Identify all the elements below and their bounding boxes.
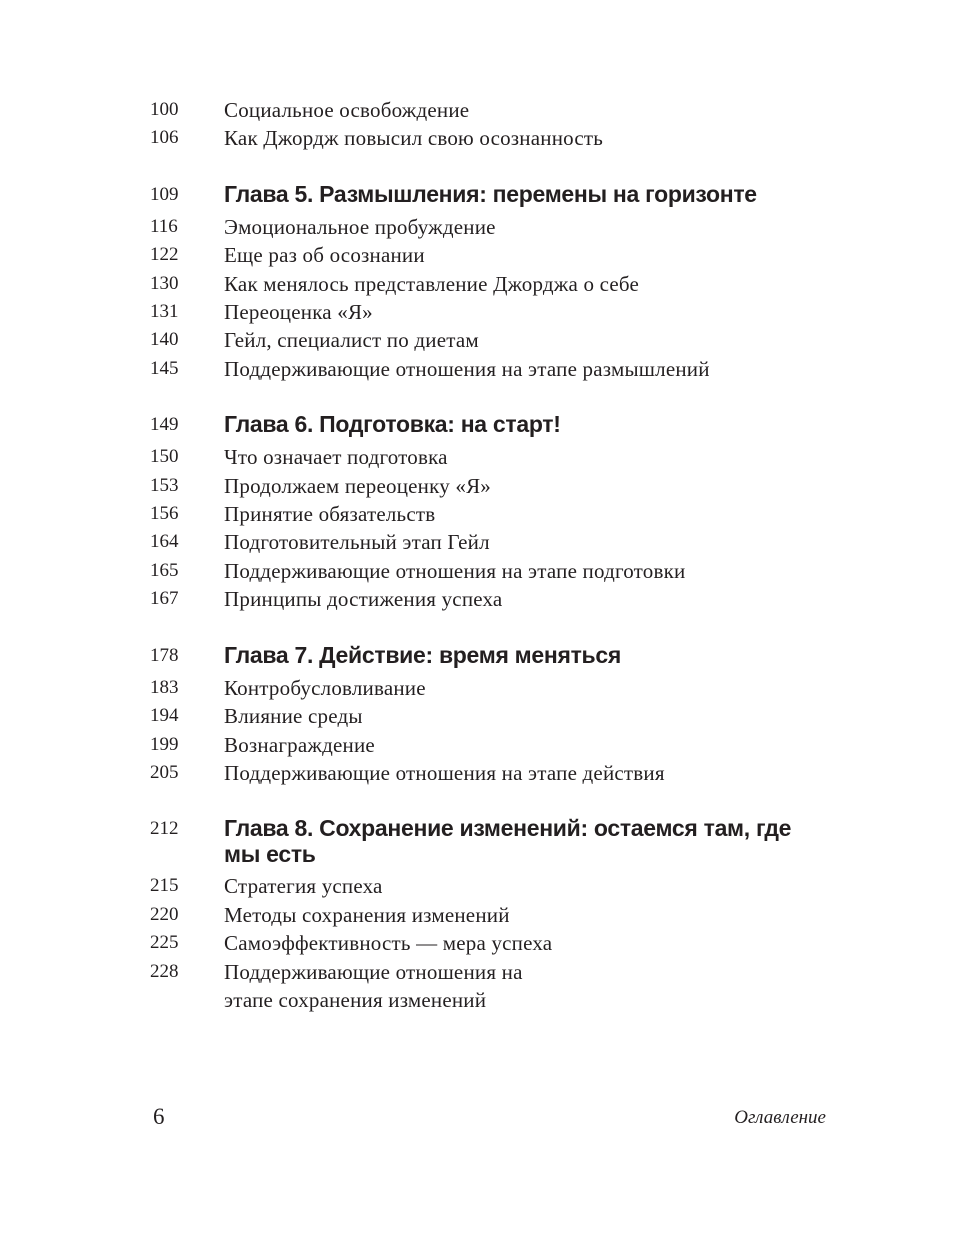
- toc-entry: [150, 472, 850, 500]
- entry-title: Социальное освобождение: [224, 98, 470, 122]
- entry-title: Эмоциональное пробуждение: [224, 214, 496, 239]
- toc-entry: [150, 213, 850, 241]
- toc-entry: [150, 759, 850, 787]
- toc-page-number: 130: [150, 272, 179, 294]
- toc-entry: [150, 731, 850, 759]
- toc-page-number: 149: [150, 414, 179, 436]
- toc-page-number: 140: [150, 329, 179, 351]
- toc-page-number: 150: [150, 446, 179, 468]
- toc-page-number: 167: [150, 588, 179, 610]
- toc-entry: [150, 270, 850, 298]
- toc-page-number: 106: [150, 127, 179, 149]
- entry-title: Еще раз об осознании: [224, 243, 425, 268]
- chapter-title: Глава 6. Подготовка: на старт!: [224, 411, 561, 438]
- page-number: 6: [153, 1104, 165, 1129]
- entry-title: Подготовительный этап Гейл: [224, 530, 490, 555]
- toc-page-number: 109: [150, 183, 179, 205]
- toc-entry: [150, 702, 850, 730]
- toc-entry: [150, 901, 850, 929]
- entry-title: Что означает подготовка: [224, 445, 448, 470]
- toc-page-number: 122: [150, 244, 179, 266]
- toc-entry: [150, 674, 850, 702]
- chapter-title: Глава 5. Размышления: перемены на горизонте: [224, 180, 757, 207]
- toc-page-number: 212: [150, 818, 179, 840]
- toc-chapter: [150, 411, 850, 438]
- toc-entry: [150, 872, 850, 900]
- chapter-title: Глава 8. Сохранение изменений: остаемся там, где мы есть: [224, 815, 792, 868]
- entry-title: Как Джордж повысил свою осознанность: [224, 126, 604, 151]
- entry-title: Принципы достижения успеха: [224, 587, 503, 612]
- toc-entry: [150, 500, 850, 528]
- toc-page-number: 116: [150, 215, 178, 237]
- entry-title: Влияние среды: [224, 704, 363, 729]
- toc-page-number: 156: [150, 503, 179, 525]
- toc-chapter: [150, 815, 850, 867]
- toc-entry: [150, 443, 850, 471]
- toc-page-number: 164: [150, 531, 179, 553]
- toc-entry: [150, 298, 850, 326]
- toc-page-number: 194: [150, 705, 179, 727]
- toc-page-number: 220: [150, 903, 179, 925]
- toc-page-number: 205: [150, 761, 179, 783]
- entry-title: Контробусловливание: [224, 675, 426, 700]
- toc-page-number: 100: [150, 99, 179, 120]
- toc-entry: [150, 958, 850, 1015]
- entry-title: Поддерживающие отношения на этапе размышлений: [224, 356, 710, 381]
- entry-title: Поддерживающие отношения на этапе подготовки: [224, 558, 686, 583]
- toc-entry: [150, 557, 850, 585]
- running-footer-title: Оглавление: [734, 1107, 826, 1128]
- toc-page-number: 145: [150, 357, 179, 379]
- toc-page-number: 215: [150, 875, 179, 897]
- toc-chapter: [150, 181, 850, 208]
- entry-title: Принятие обязательств: [224, 502, 436, 527]
- toc-entry: [150, 326, 850, 354]
- toc-page-number: 131: [150, 301, 179, 323]
- entry-title: Переоценка «Я»: [224, 300, 373, 325]
- toc-page-number: 183: [150, 676, 179, 698]
- toc-entry: [150, 124, 850, 152]
- entry-title: Вознаграждение: [224, 732, 375, 757]
- table-of-contents: [150, 96, 850, 1014]
- entry-title: Стратегия успеха: [224, 874, 383, 899]
- toc-page-number: 199: [150, 733, 179, 755]
- toc-entry: [150, 241, 850, 269]
- toc-entry: [150, 929, 850, 957]
- toc-entry: [150, 585, 850, 613]
- entry-title: Как менялось представление Джорджа о себе: [224, 271, 640, 296]
- toc-page-number: 228: [150, 960, 179, 982]
- toc-page-number: 165: [150, 559, 179, 581]
- entry-title: Поддерживающие отношения на этапе сохранения изменений: [224, 959, 523, 1012]
- chapter-title: Глава 7. Действие: время меняться: [224, 641, 621, 668]
- entry-title: Продолжаем переоценку «Я»: [224, 473, 491, 498]
- toc-page-number: 225: [150, 932, 179, 954]
- toc-entry: [150, 528, 850, 556]
- entry-title: Гейл, специалист по диетам: [224, 328, 479, 353]
- entry-title: Самоэффективность — мера успеха: [224, 931, 553, 956]
- toc-chapter: [150, 642, 850, 669]
- toc-entry: [150, 355, 850, 383]
- toc-entry: [150, 96, 850, 124]
- toc-page-number: 153: [150, 474, 179, 496]
- entry-title: Методы сохранения изменений: [224, 902, 510, 927]
- toc-page-number: 178: [150, 644, 179, 666]
- entry-title: Поддерживающие отношения на этапе действия: [224, 760, 665, 785]
